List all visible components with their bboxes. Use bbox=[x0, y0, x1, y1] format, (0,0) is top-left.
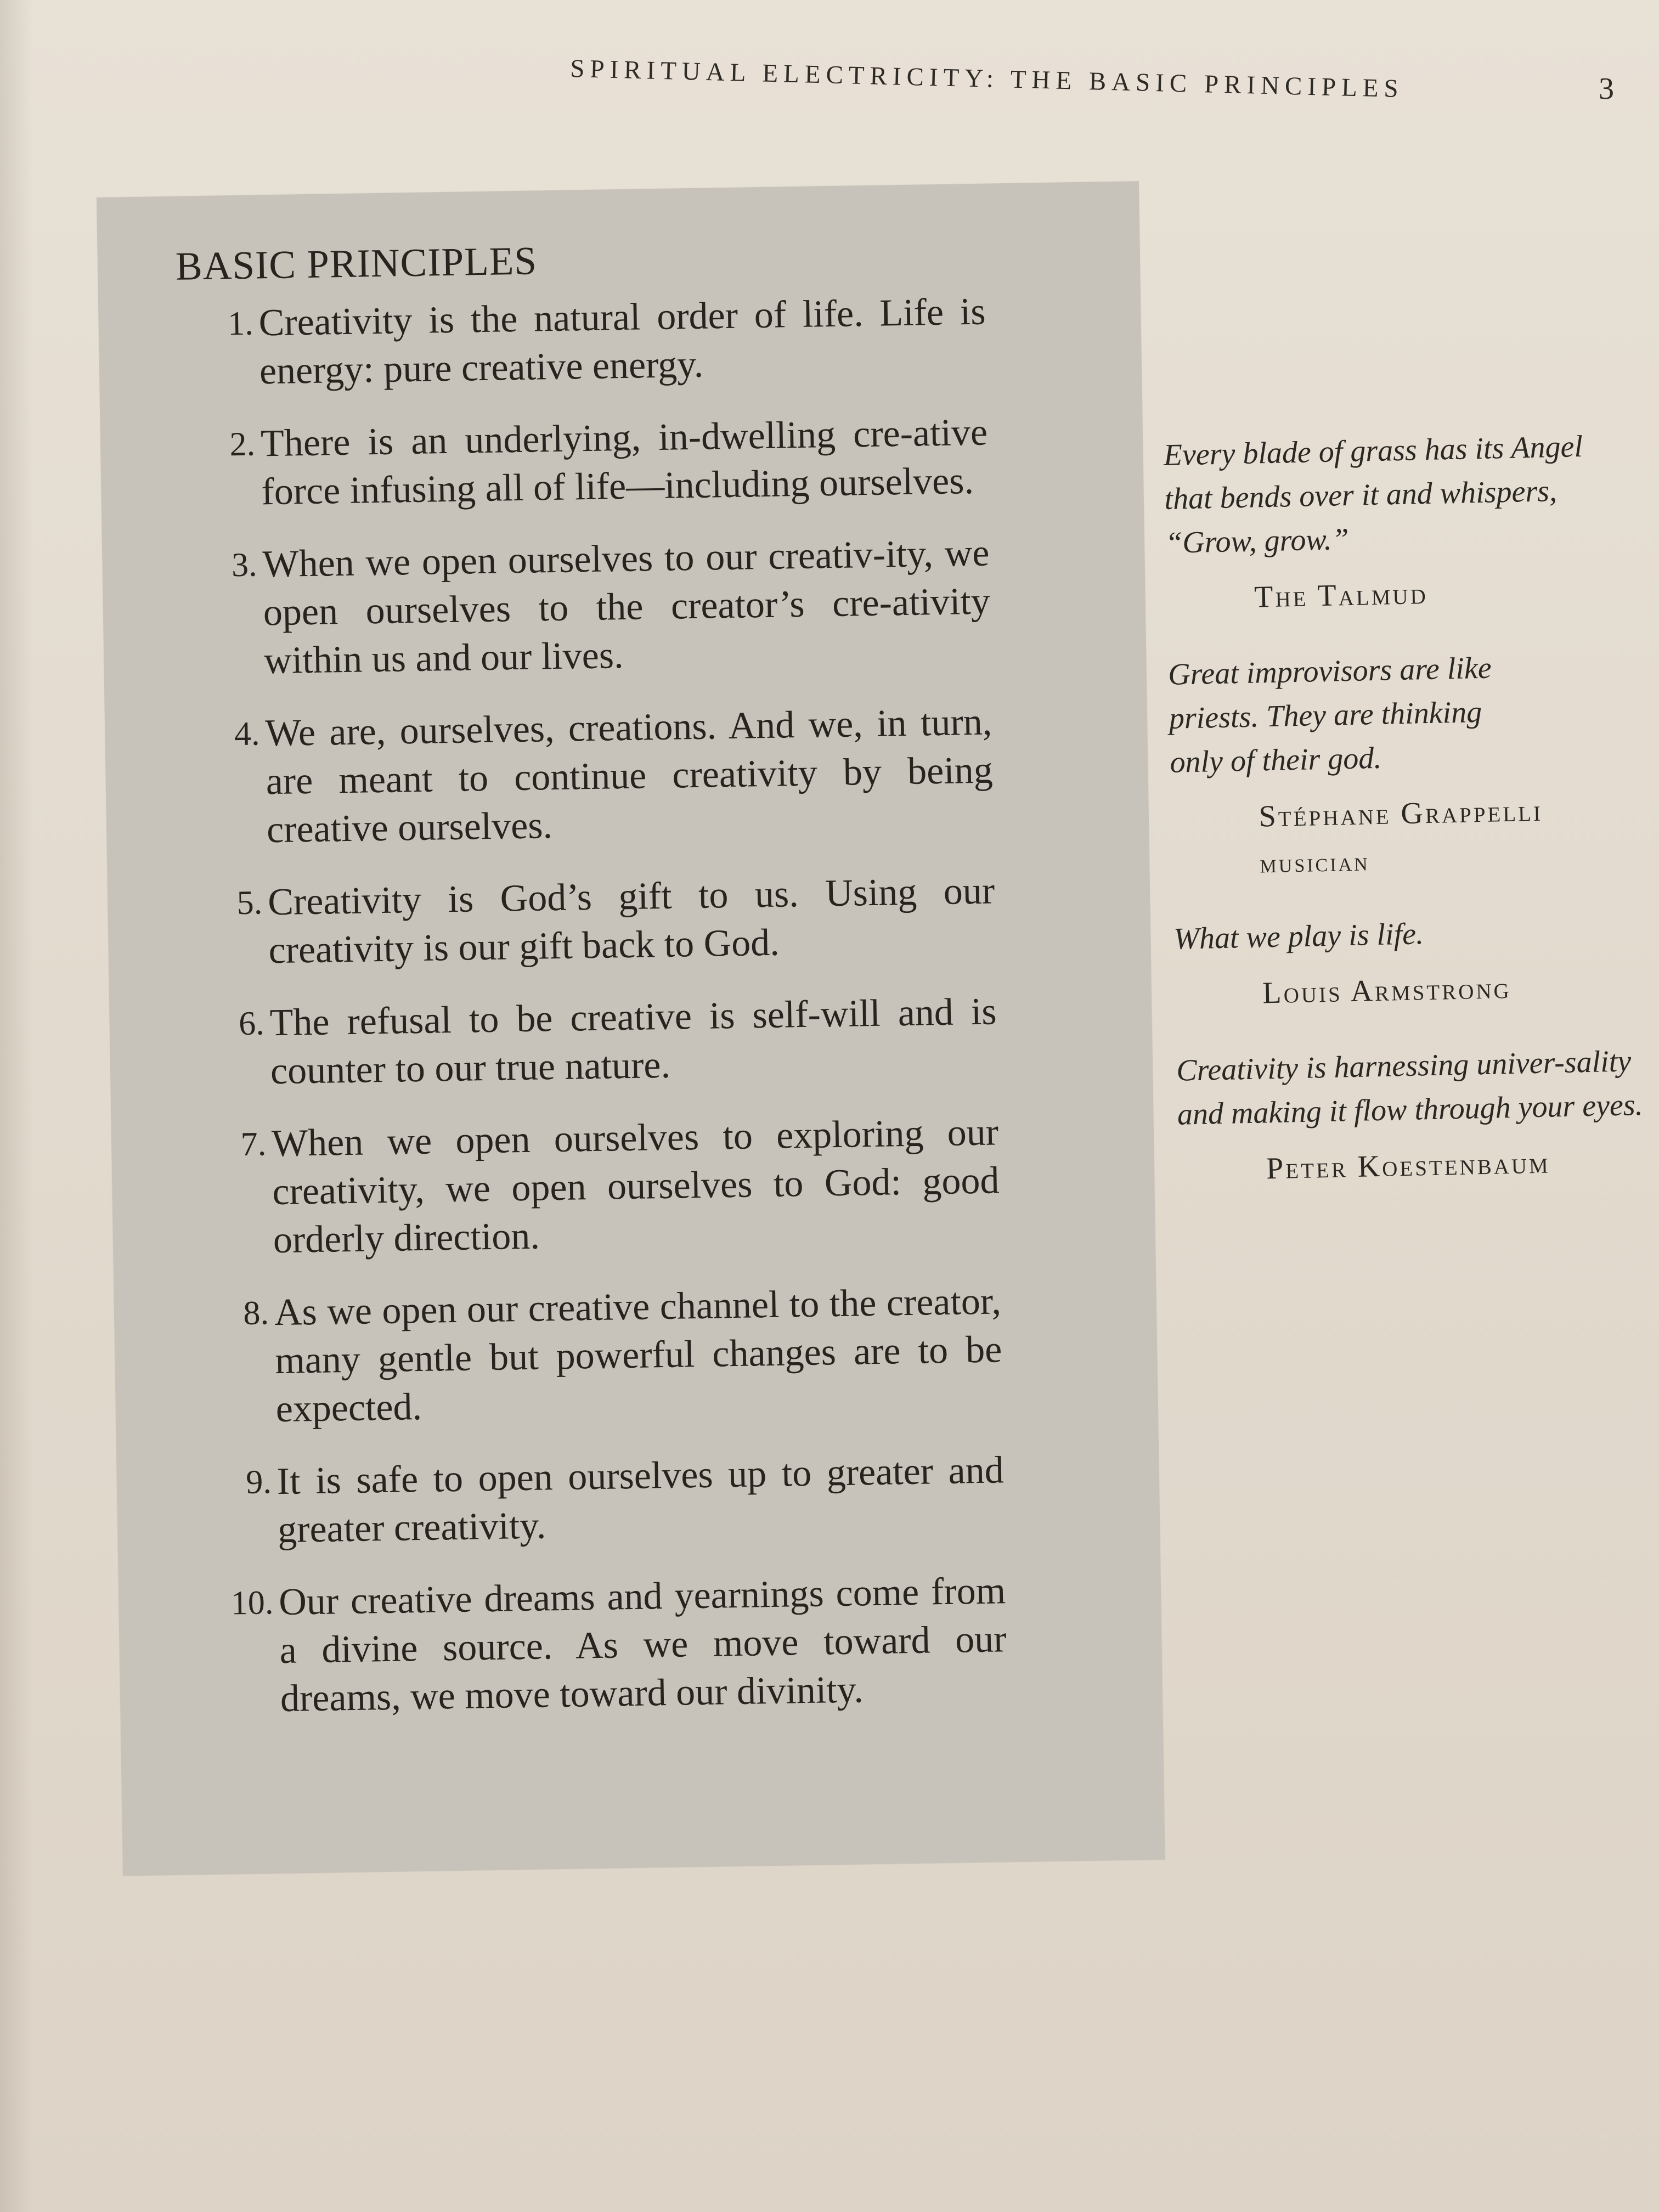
quote-block bbox=[1173, 907, 1647, 1017]
principle-number: 10. bbox=[230, 1584, 274, 1622]
principle-number: 1. bbox=[227, 304, 254, 343]
quote-author: Louis Armstrong bbox=[1262, 970, 1512, 1011]
principle-item bbox=[229, 409, 989, 517]
quote-text: Great improvisors are like priests. They are thinking only of their god. bbox=[1167, 651, 1492, 780]
principles-list bbox=[176, 286, 1120, 1724]
principle-item bbox=[236, 867, 996, 975]
quote-author: Stéphane Grappelli bbox=[1259, 793, 1543, 834]
quote-author-role: musician bbox=[1259, 847, 1370, 879]
principle-number: 5. bbox=[236, 884, 263, 922]
principle-item bbox=[245, 1446, 1005, 1554]
quote-author: Peter Koestenbaum bbox=[1266, 1146, 1551, 1186]
quote-block bbox=[1176, 1039, 1650, 1193]
principle-number: 9. bbox=[245, 1463, 272, 1502]
panel-title: BASIC PRINCIPLES bbox=[175, 238, 538, 289]
principle-text: Creativity is the natural order of life. Life is energy: pure creative energy. bbox=[258, 290, 986, 393]
principle-text: When we open ourselves to exploring our creativity, we open ourselves to God: good orderly direction. bbox=[271, 1111, 1000, 1262]
principle-item bbox=[234, 698, 994, 854]
page-gutter-shadow bbox=[0, 0, 33, 2212]
quotes-sidebar bbox=[1163, 424, 1651, 1224]
principle-item bbox=[231, 529, 991, 686]
principle-text: We are, ourselves, creations. And we, in turn, are meant to continue creativity by being creative ourselves. bbox=[264, 701, 994, 851]
principle-text: It is safe to open ourselves up to greater and greater creativity. bbox=[276, 1449, 1005, 1551]
principle-number: 6. bbox=[238, 1005, 265, 1043]
quote-author: The Talmud bbox=[1254, 576, 1429, 614]
principle-item bbox=[238, 988, 998, 1096]
principle-number: 4. bbox=[234, 715, 260, 753]
principle-number: 7. bbox=[240, 1125, 267, 1164]
principle-item bbox=[230, 1567, 1008, 1723]
principle-number: 3. bbox=[231, 546, 258, 584]
basic-principles-panel bbox=[97, 181, 1165, 1876]
quote-text: What we play is life. bbox=[1173, 917, 1424, 956]
principle-text: The refusal to be creative is self-will and is counter to our true nature. bbox=[269, 990, 997, 1093]
quote-block bbox=[1163, 424, 1639, 621]
principle-item bbox=[240, 1108, 1000, 1265]
page-number: 3 bbox=[1599, 72, 1614, 106]
running-head: SPIRITUAL ELECTRICITY: THE BASIC PRINCIPLES bbox=[569, 54, 1404, 104]
principle-number: 8. bbox=[242, 1294, 269, 1333]
quote-text: Every blade of grass has its Angel that bends over it and whispers, “Grow, grow.” bbox=[1163, 429, 1583, 560]
principle-text: As we open our creative channel to the creator, many gentle but powerful changes are to be expected. bbox=[274, 1280, 1002, 1431]
quote-block bbox=[1167, 643, 1644, 885]
principle-text: Our creative dreams and yearnings come from a divine source. As we move toward our dreams, we move toward our divinity. bbox=[278, 1570, 1007, 1720]
principle-item bbox=[227, 288, 987, 396]
principle-text: There is an underlying, in-dwelling cre-ative force infusing all of life—including ourselves. bbox=[260, 411, 988, 514]
principle-text: Creativity is God’s gift to us. Using our creativity is our gift back to God. bbox=[267, 870, 995, 972]
quote-text: Creativity is harnessing univer-sality and making it flow through your eyes. bbox=[1176, 1044, 1644, 1132]
principle-number: 2. bbox=[229, 425, 256, 464]
principle-item bbox=[242, 1277, 1003, 1434]
principle-text: When we open ourselves to our creativ-ity, we open ourselves to the creator’s cre-ativity within us and our lives. bbox=[262, 532, 991, 682]
